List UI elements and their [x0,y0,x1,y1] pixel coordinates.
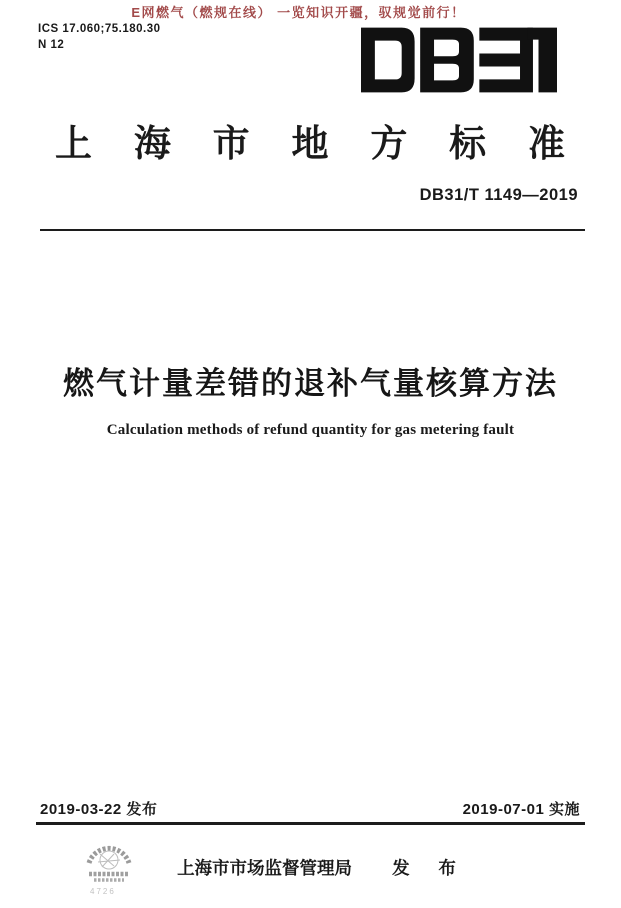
footer-divider-line [36,822,585,825]
ics-block [38,22,161,53]
standard-name-char: 上 [55,123,92,164]
standard-name-char: 市 [212,123,250,164]
standard-name-char: 方 [370,123,408,164]
title-english: Calculation methods of refund quantity for gas metering fault [106,422,515,438]
title-chinese: 燃气计量差错的退补气量核算方法 [63,366,558,401]
db31-logo [361,27,557,93]
publish-label: 发 布 [392,858,468,878]
watermark-slogan: E网燃气（燃规在线） 一览知识开疆，驭规觉前行！ [131,5,466,20]
issue-date: 2019-03-22 发布 [40,801,158,818]
standard-name-char: 准 [527,123,565,164]
implementation-date: 2019-07-01 实施 [462,801,580,818]
header-divider-line [40,229,585,231]
publisher-name: 上海市市场监督管理局 [177,858,353,878]
standard-code: DB31/T 1149—2019 [419,186,578,204]
standard-name-char: 地 [291,123,329,164]
classification-code: N 12 [38,38,65,51]
standard-name-char: 海 [133,123,171,164]
dates-row [40,798,580,819]
publisher-row [0,855,621,880]
standard-name-char: 标 [449,123,487,164]
db31-logo-graphic [361,27,557,93]
ics-code: ICS 17.060;75.180.30 [38,23,161,35]
seal-code: 4726 [90,887,116,896]
standard-name [55,113,565,167]
